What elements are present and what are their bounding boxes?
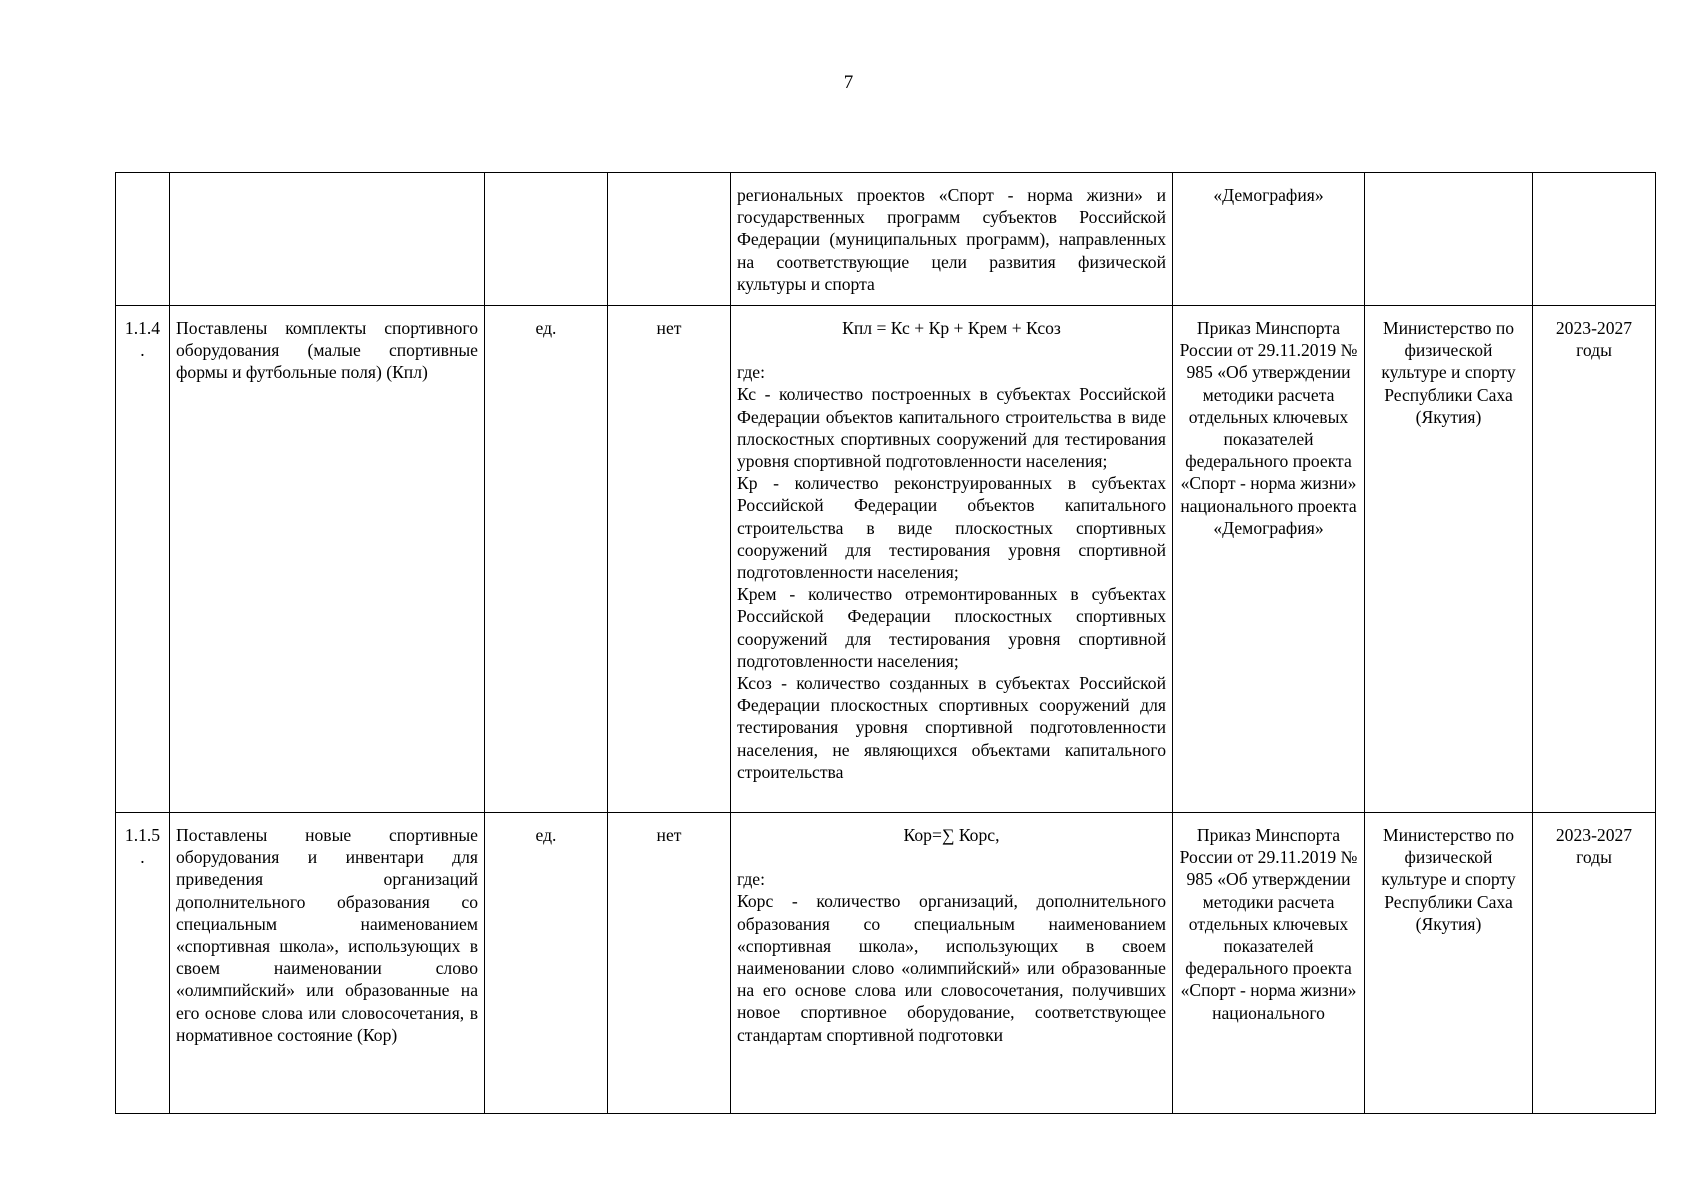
indicator-name-cell: Поставлены новые спортивные оборудования и инвентари для приведения организаций дополнительного образования со специальным наименованием «спортивная школа», использующих в своем наименовании слово «олимпийский» или образованные на его основе слова или словосочетания, в нормативное состояние (Кор) — [170, 813, 485, 1114]
table-row — [116, 813, 1656, 1114]
base-value-cell — [608, 173, 731, 306]
base-value-cell: нет — [608, 306, 731, 813]
source-cell: Приказ Минспорта России от 29.11.2019 № 985 «Об утверждении методики расчета отдельных ключевых показателей федерального проекта «Спорт - норма жизни» национального проекта «Демография» — [1173, 306, 1365, 813]
source-cell: «Демография» — [1173, 173, 1365, 306]
responsible-cell — [1365, 173, 1533, 306]
where-label: где: — [737, 362, 765, 383]
definition-item: Кр - количество реконструированных в субъектах Российской Федерации объектов капитального строительства в виде плоскостных спортивных сооружений для тестирования уровня спортивной подготовленности населения; — [737, 473, 1166, 583]
definition-item: Ксоз - количество созданных в субъектах Российской Федерации плоскостных спортивных сооружений для тестирования уровня спортивной подготовленности населения, не являющихся объектами капитального строительства — [737, 673, 1166, 782]
responsible-cell: Министерство по физической культуре и спорту Республики Саха (Якутия) — [1365, 813, 1533, 1114]
source-cell: Приказ Минспорта России от 29.11.2019 № 985 «Об утверждении методики расчета отдельных ключевых показателей федерального проекта «Спорт - норма жизни» национального — [1173, 813, 1365, 1114]
indicator-name-cell: Поставлены комплекты спортивного оборудования (малые спортивные формы и футбольные поля) (Кпл) — [170, 306, 485, 813]
unit-cell — [485, 173, 608, 306]
where-label: где: — [737, 869, 765, 890]
table-row — [116, 173, 1656, 306]
definition-item: Кс - количество построенных в субъектах Российской Федерации объектов капитального строительства в виде плоскостных спортивных сооружений для тестирования уровня спортивной подготовленности населения; — [737, 384, 1166, 472]
formula: Кор=∑ Корс, — [903, 825, 1000, 845]
period-cell: 2023-2027 годы — [1533, 813, 1656, 1114]
responsible-cell: Министерство по физической культуре и спорту Республики Саха (Якутия) — [1365, 306, 1533, 813]
unit-cell: ед. — [485, 813, 608, 1114]
row-number-cell: 1.1.4 . — [116, 306, 170, 813]
table-row — [116, 306, 1656, 813]
formula: Кпл = Кс + Кр + Крем + Ксоз — [842, 318, 1061, 338]
base-value-cell: нет — [608, 813, 731, 1114]
unit-cell: ед. — [485, 306, 608, 813]
page-number: 7 — [843, 72, 854, 93]
row-number-cell — [116, 173, 170, 306]
indicators-table — [115, 172, 1656, 1114]
definition-item: Корс - количество организаций, дополнительного образования со специальным наименованием «спортивная школа», использующих в своем наименовании слово «олимпийский» или образованные на его основе слова или словосочетания, получивших новое спортивное оборудование, соответствующее стандартам спортивной подготовки — [737, 891, 1166, 1045]
row-number-cell: 1.1.5 . — [116, 813, 170, 1114]
period-cell: 2023-2027 годы — [1533, 306, 1656, 813]
definition-item: Крем - количество отремонтированных в субъектах Российской Федерации плоскостных спортивных сооружений для тестирования уровня спортивной подготовленности населения; — [737, 584, 1166, 671]
period-cell — [1533, 173, 1656, 306]
method-cell — [731, 813, 1173, 1114]
indicator-name-cell — [170, 173, 485, 306]
method-cell: региональных проектов «Спорт - норма жизни» и государственных программ субъектов Российской Федерации (муниципальных программ), направленных на соответствующие цели развития физической культуры и спорта — [731, 173, 1173, 306]
method-cell — [731, 306, 1173, 813]
